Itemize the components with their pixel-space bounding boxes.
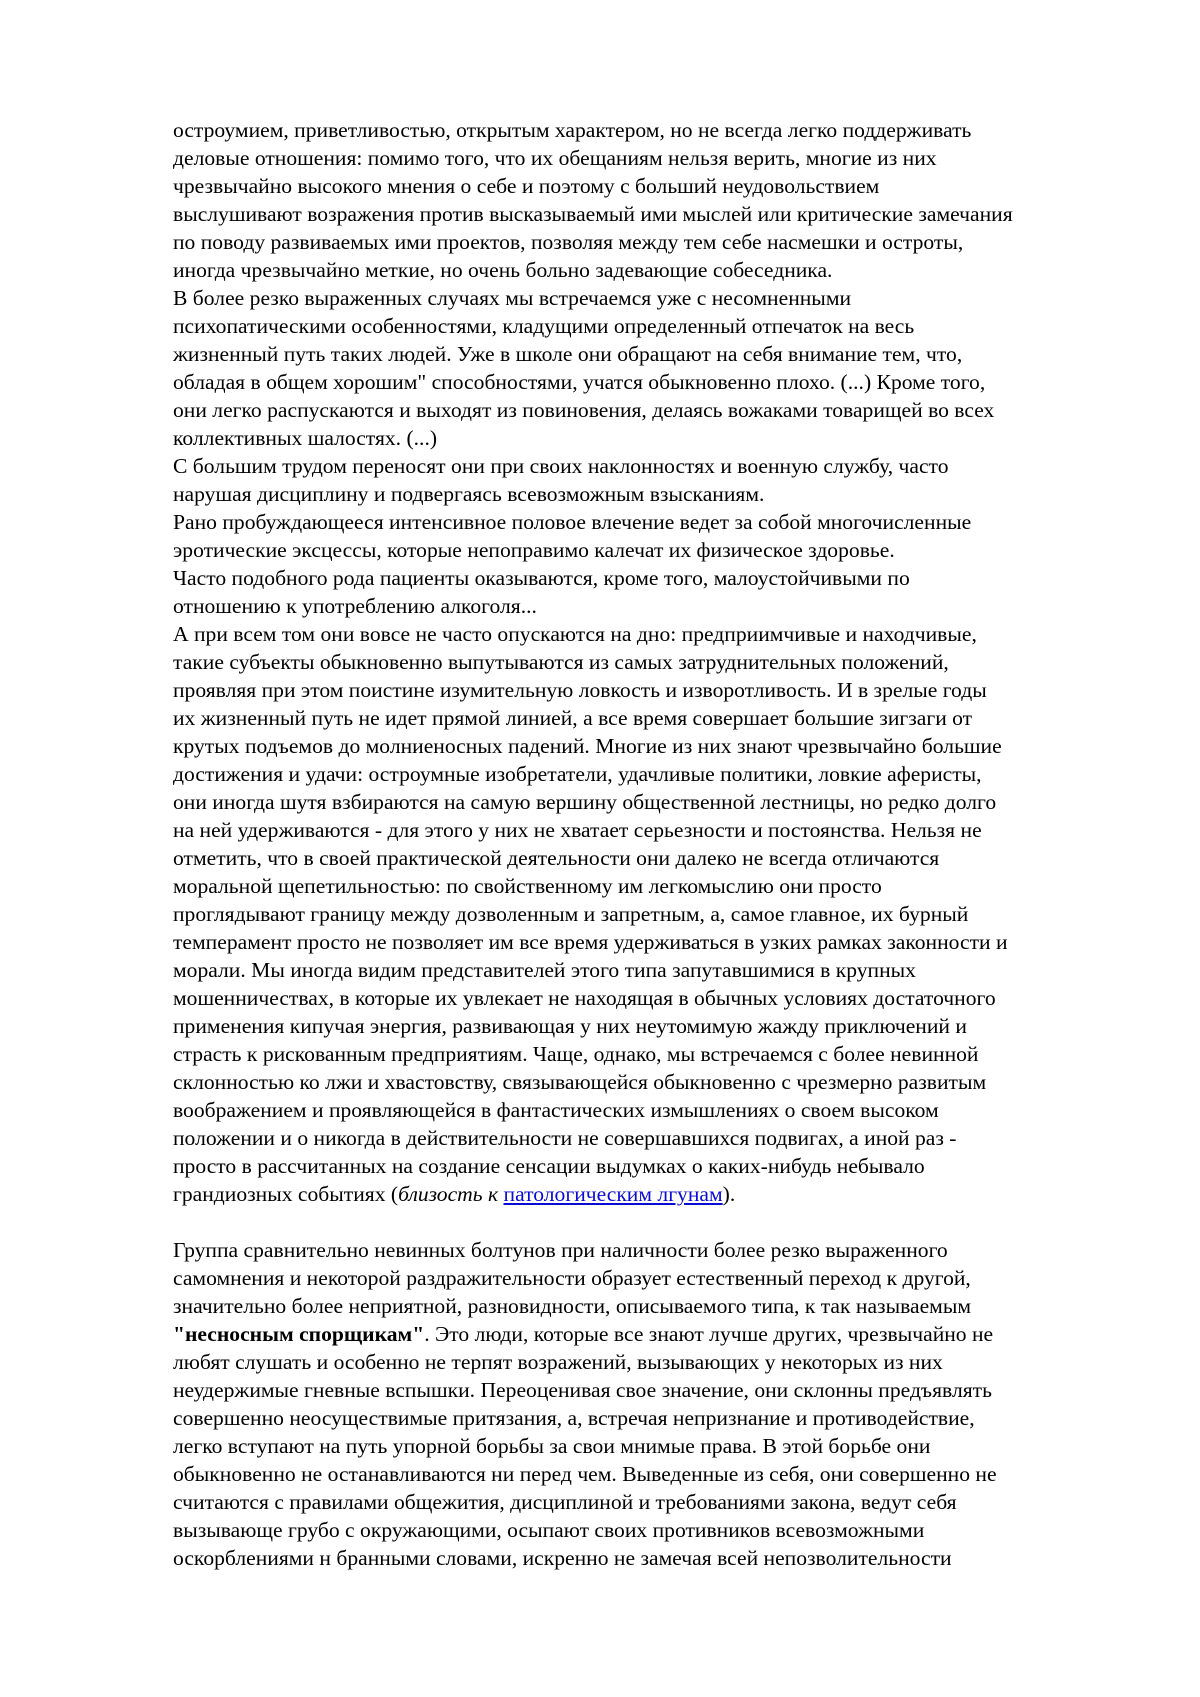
text-line: Группа сравнительно невинных болтунов при наличности более резко выраженного [173,1238,948,1262]
text-line: отметить, что в своей практической деятельности они далеко не всегда отличаются [173,846,940,870]
text-line: на ней удерживаются - для этого у них не хватает серьезности и постоянства. Нельзя не [173,818,982,842]
text-line: иногда чрезвычайно меткие, но очень больно задевающие собеседника. [173,258,833,282]
text-line: легко вступают на путь упорной борьбы за свои мнимые права. В этой борьбе они [173,1434,931,1458]
text-line: неудержимые гневные вспышки. Переоценивая свое значение, они склонны предъявлять [173,1378,992,1402]
text-line: нарушая дисциплину и подвергаясь всевозможным взысканиям. [173,482,765,506]
paragraph-gap [173,1208,1133,1236]
text-line: положении и о никогда в действительности не совершавшихся подвигах, а иной раз - [173,1126,957,1150]
reference-italic: близость к [398,1182,499,1206]
text-line: моральной щепетильностью: по свойственному им легкомыслию они просто [173,874,882,898]
text-line: чрезвычайно высокого мнения о себе и поэтому с больший неудовольствием [173,174,880,198]
text-line: мошенничествах, в которые их увлекает не находящая в обычных условиях достаточного [173,986,996,1010]
reference-line [173,1180,1133,1208]
reference-prefix: грандиозных событиях ( [173,1182,399,1206]
text-line: А при всем том они вовсе не часто опускаются на дно: предприимчивые и находчивые, [173,622,977,646]
text-line: считаются с правилами общежития, дисциплиной и требованиями закона, ведут себя [173,1490,957,1514]
text-line: психопатическими особенностями, кладущими определенный отпечаток на весь [173,314,915,338]
pathological-liars-link[interactable]: патологическим лгунам [503,1182,723,1206]
text-line: коллективных шалостях. (...) [173,426,438,450]
text-line: любят слушать и особенно не терпят возражений, вызывающих у некоторых из них [173,1350,943,1374]
text-line: их жизненный путь не идет прямой линией, а все время совершает большие зигзаги от [173,706,973,730]
text-line: достижения и удачи: остроумные изобретатели, удачливые политики, ловкие аферисты, [173,762,982,786]
text-line: обыкновенно не останавливаются ни перед чем. Выведенные из себя, они совершенно не [173,1462,997,1486]
text-line: склонностью ко лжи и хвастовству, связывающейся обыкновенно с чрезмерно развитым [173,1070,987,1094]
text-line: оскорблениями н бранными словами, искренно не замечая всей непозволительности [173,1546,952,1570]
text-line: деловые отношения: помимо того, что их обещаниям нельзя верить, многие из них [173,146,937,170]
text-line: по поводу развиваемых ими проектов, позволяя между тем себе насмешки и остроты, [173,230,964,254]
text-line: проглядывают границу между дозволенным и запретным, а, самое главное, их бурный [173,902,969,926]
emphasis-line [173,1320,1133,1348]
text-line: выслушивают возражения против высказываемый ими мыслей или критические замечания [173,202,1013,226]
text-line: они иногда шутя взбираются на самую вершину общественной лестницы, но редко долго [173,790,997,814]
text-line: С большим трудом переносят они при своих наклонностях и военную службу, часто [173,454,949,478]
bold-term: "несносным спорщикам" [173,1322,425,1346]
emphasis-line-rest: . Это люди, которые все знают лучше других, чрезвычайно не [424,1322,994,1346]
text-line: совершенно неосуществимые притязания, а, встречая непризнание и противодействие, [173,1406,975,1430]
text-line: воображением и проявляющейся в фантастических измышлениях о своем высоком [173,1098,939,1122]
text-line: вызывающе грубо с окружающими, осыпают своих противников всевозможными [173,1518,925,1542]
text-line: просто в рассчитанных на создание сенсации выдумках о каких-нибудь небывало [173,1154,925,1178]
text-line: применения кипучая энергия, развивающая у них неутомимую жажду приключений и [173,1014,967,1038]
text-line: обладая в общем хорошим" способностями, учатся обыкновенно плохо. (...) Кроме того, [173,370,986,394]
text-line: такие субъекты обыкновенно выпутываются из самых затруднительных положений, [173,650,949,674]
text-line: проявляя при этом поистине изумительную ловкость и изворотливость. И в зрелые годы [173,678,987,702]
text-line: морали. Мы иногда видим представителей этого типа запутавшимися в крупных [173,958,916,982]
text-line: темперамент просто не позволяет им все время удерживаться в узких рамках законности и [173,930,1008,954]
text-line: они легко распускаются и выходят из повиновения, делаясь вожаками товарищей во всех [173,398,995,422]
paragraph-block-2 [173,1236,1133,1572]
text-line: значительно более неприятной, разновидности, описываемого типа, к так называемым [173,1294,971,1318]
text-line: страсть к рискованным предприятиям. Чаще, однако, мы встречаемся с более невинной [173,1042,979,1066]
text-line: крутых подъемов до молниеносных падений. Многие из них знают чрезвычайно большие [173,734,1002,758]
text-line: В более резко выраженных случаях мы встречаемся уже с несомненными [173,286,852,310]
document-page [173,116,1133,1572]
paragraph-block-1 [173,116,1133,1208]
text-line: остроумием, приветливостью, открытым характером, но не всегда легко поддерживать [173,118,972,142]
text-line: самомнения и некоторой раздражительности образует естественный переход к другой, [173,1266,971,1290]
text-line: Часто подобного рода пациенты оказываются, кроме того, малоустойчивыми по [173,566,910,590]
text-line: Рано пробуждающееся интенсивное половое влечение ведет за собой многочисленные [173,510,972,534]
text-line: отношению к употреблению алкоголя... [173,594,537,618]
text-line: жизненный путь таких людей. Уже в школе они обращают на себя внимание тем, что, [173,342,963,366]
reference-suffix: ). [722,1182,736,1206]
text-line: эротические эксцессы, которые непоправимо калечат их физическое здоровье. [173,538,895,562]
